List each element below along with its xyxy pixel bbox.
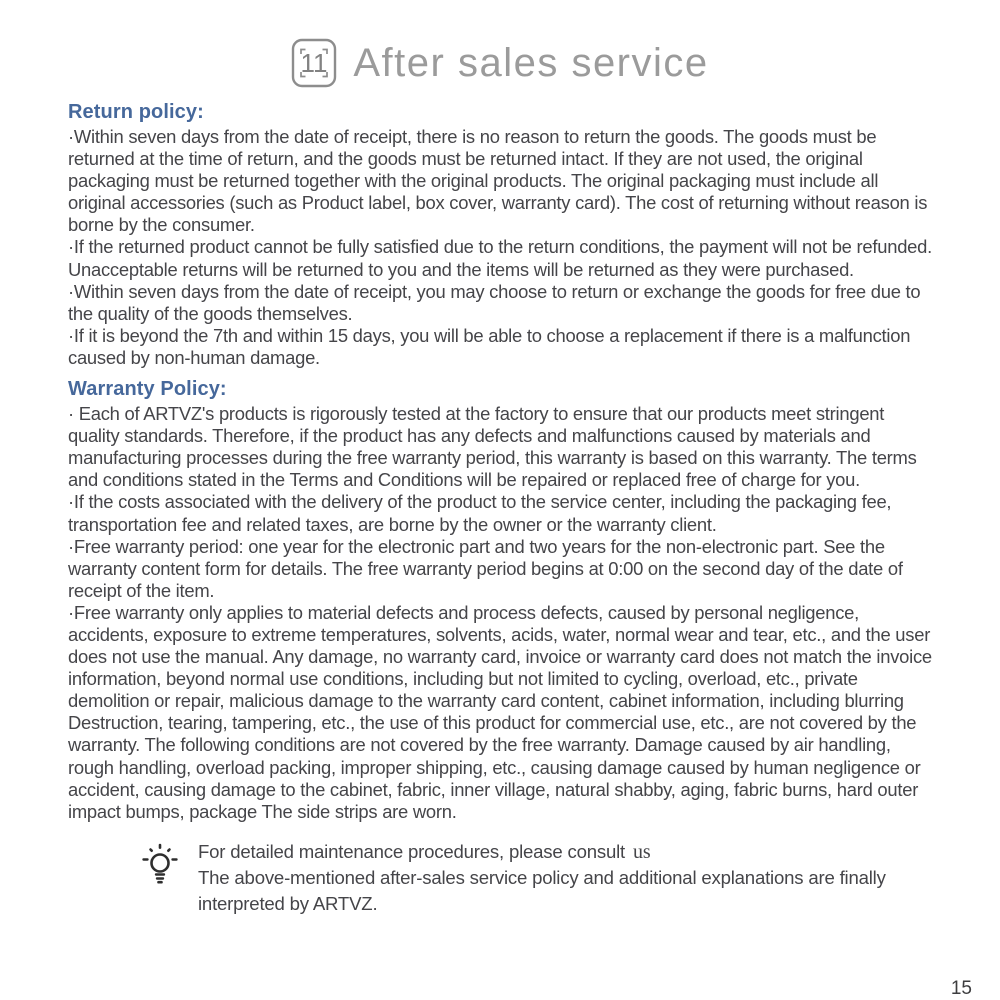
- note-consult-text: For detailed maintenance procedures, please consult: [198, 840, 626, 862]
- chapter-number-frame-icon: [291, 38, 337, 88]
- policy-bullet: ·Free warranty only applies to material defects and process defects, caused by personal negligence, accidents, exposure to extreme temperatures, solvents, acids, water, normal wear and tear, etc., and the user does not use the manual. Any damage, no warranty card, invoice or warranty card does not match the invoice information, beyond normal use conditions, including but not limited to cycling, overload, etc., private demolition or repair, malicious damage to the warranty card content, cabinet information, including blurring Destruction, tearing, tampering, etc., the use of this product for commercial use, etc., are not covered by the warranty. The following conditions are not covered by the free warranty. Damage caused by air handling, rough handling, overload packing, improper shipping, etc., causing damage caused by human negligence or accident, causing damage to the cabinet, fabric, inner village, natural shabby, aging, fabric burns, hard outer impact bumps, package The side strips are worn.: [68, 601, 932, 822]
- page-title: After sales service: [353, 40, 709, 85]
- page-header: [0, 34, 1000, 92]
- policy-bullet: ·Within seven days from the date of receipt, there is no reason to return the goods. The goods must be returned at the time of return, and the goods must be returned intact. If they are not used, the original packaging must be returned together with the original products. The original packaging must include all original accessories (such as Product label, box cover, warranty card). The cost of returning without reason is borne by the consumer.: [68, 126, 928, 236]
- return-policy-heading: Return policy:: [68, 101, 204, 123]
- note-text: [198, 839, 934, 917]
- section-warranty-policy: [68, 378, 934, 823]
- maintenance-note: [140, 839, 934, 917]
- lightbulb-icon: [140, 842, 180, 893]
- chapter-number: 11: [300, 48, 328, 78]
- note-consult-us: us: [633, 840, 651, 863]
- note-interpretation-text: The above-mentioned after-sales service policy and additional explanations are finally interpreted by ARTVZ.: [198, 866, 886, 914]
- policy-bullet: ·If the costs associated with the delivery of the product to the service center, including the packaging fee, transportation fee and related taxes, are borne by the owner or the warranty client.: [68, 491, 892, 535]
- note-line-consult: [198, 839, 934, 865]
- policy-bullet: ·Within seven days from the date of receipt, you may choose to return or exchange the goods for free due to the quality of the goods themselves.: [68, 280, 921, 324]
- warranty-policy-heading: Warranty Policy:: [68, 378, 227, 401]
- page-number: 15: [950, 978, 972, 999]
- policy-bullet: ·If the returned product cannot be fully satisfied due to the return conditions, the payment will not be refunded. Unacceptable returns will be returned to you and the items will be returned as they were purchased.: [68, 236, 932, 280]
- section-return-policy: [68, 101, 934, 369]
- policy-bullet: ·If it is beyond the 7th and within 15 days, you will be able to choose a replacement if there is a malfunction caused by non-human damage.: [68, 324, 911, 368]
- policy-bullet: ·Free warranty period: one year for the electronic part and two years for the non-electronic part. See the warranty content form for details. The free warranty period begins at 0:00 on the second day of the date of receipt of the item.: [68, 535, 903, 601]
- policy-bullet: · Each of ARTVZ's products is rigorously tested at the factory to ensure that our products meet stringent quality standards. Therefore, if the product has any defects and malfunctions caused by materials and manufacturing processes during the free warranty period, this warranty is based on this warranty. The terms and conditions stated in the Terms and Conditions will be repaired or replaced free of charge for you.: [68, 403, 917, 491]
- manual-content: [68, 101, 934, 917]
